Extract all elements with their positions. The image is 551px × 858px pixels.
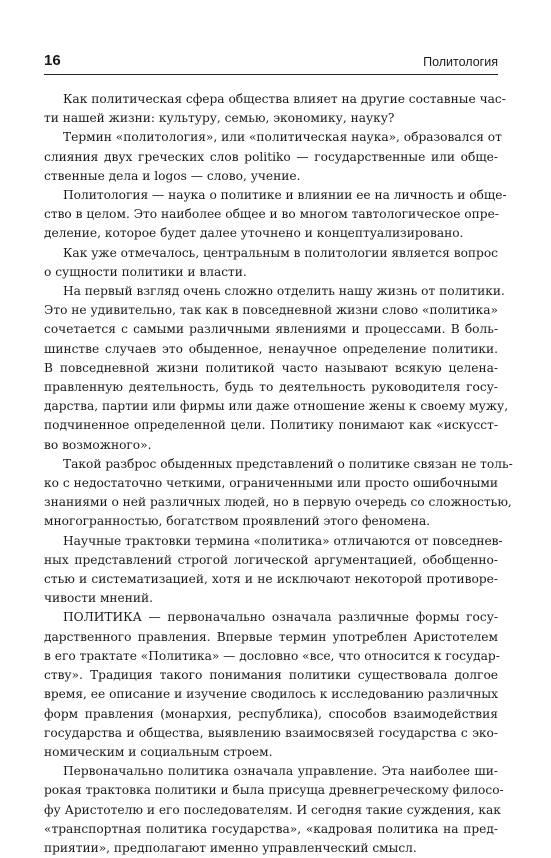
text-line: Политология — наука о политике и влиянии ее на личность и обще- bbox=[63, 188, 507, 203]
text-line: в его трактате «Политика» — дословно «все, что относится к государ- bbox=[44, 648, 500, 663]
text-line: В повседневной жизни политикой часто называют всякую целена- bbox=[44, 360, 498, 375]
text-line: ных представлений строгой логической аргументацией, обобщенно- bbox=[44, 552, 498, 567]
paragraph bbox=[44, 90, 506, 128]
paragraph bbox=[44, 762, 504, 858]
text-line: Научные трактовки термина «политика» отличаются от повседнев- bbox=[63, 533, 503, 548]
text-line: ти нашей жизни: культуру, семью, экономику, науку? bbox=[44, 111, 395, 126]
text-line: шинстве случаев это обыденное, ненаучное определение политики. bbox=[44, 341, 498, 356]
page-number: 16 bbox=[44, 52, 61, 69]
body-text bbox=[44, 90, 513, 858]
paragraph bbox=[44, 532, 503, 609]
text-line: Такой разброс обыденных представлений о политике связан не толь- bbox=[63, 456, 513, 471]
text-line: фу Аристотелю и его последователям. И сегодня такие суждения, как bbox=[44, 802, 501, 817]
text-line: о сущности политики и власти. bbox=[44, 264, 247, 279]
text-line: ственные дела и logos — слово, учение. bbox=[44, 168, 301, 183]
running-title: Политология bbox=[423, 55, 498, 69]
text-line: ПОЛИТИКА — первоначально означала различные формы госу- bbox=[63, 610, 498, 625]
text-line: стью и систематизацией, хотя и не исключают некоторой противоре- bbox=[44, 572, 498, 587]
paragraph bbox=[44, 608, 498, 762]
text-line: форм правления (монархия, республика), способов взаимодействия bbox=[44, 706, 498, 721]
text-line: слияния двух греческих слов politiko — государственные или обще- bbox=[44, 149, 498, 164]
text-line: деление, которое будет далее уточнено и концептуализировано. bbox=[44, 226, 464, 241]
text-line: номическим и социальным строем. bbox=[44, 744, 273, 759]
text-line: дарственного правления. Впервые термин употреблен Аристотелем bbox=[44, 629, 498, 644]
text-line: чивости мнений. bbox=[44, 591, 154, 606]
text-line: правленную деятельность, будь то деятельность руководителя госу- bbox=[44, 380, 498, 395]
text-line: «транспортная политика государства», «кадровая политика на пред- bbox=[44, 821, 498, 836]
page-header bbox=[44, 52, 498, 75]
text-line: Термин «политология», или «политическая наука», образовался от bbox=[63, 130, 502, 145]
text-line: во возможного». bbox=[44, 437, 152, 452]
paragraph bbox=[44, 282, 509, 455]
text-line: ству». Традиция такого понимания политики существовала долгое bbox=[44, 668, 498, 683]
text-line: Как уже отмечалось, центральным в политологии является вопрос bbox=[63, 245, 498, 260]
text-line: Первоначально политика означала управление. Эта наиболее ши- bbox=[63, 764, 498, 779]
text-line: дарства, партии или фирмы или даже отношение жены к своему мужу, bbox=[44, 399, 509, 414]
text-line: Это не удивительно, так как в повседневной жизни слово «политика» bbox=[44, 303, 499, 318]
text-line: сочетается с самыми различными явлениями и процессами. В боль- bbox=[44, 322, 498, 337]
text-line: знаниями о ней различных людей, но в первую очередь со сложностью, bbox=[44, 495, 512, 510]
text-line: время, ее описание и изучение сводилось к исследованию различных bbox=[44, 687, 498, 702]
text-line: На первый взгляд очень сложно отделить нашу жизнь от политики. bbox=[63, 284, 505, 299]
paragraph bbox=[44, 244, 498, 282]
text-line: подчиненное определенной цели. Политику понимают как «искусст- bbox=[44, 418, 498, 433]
paragraph bbox=[44, 128, 502, 186]
text-line: приятии», предполагают именно управленческий смысл. bbox=[44, 840, 417, 855]
text-line: ство в целом. Это наиболее общее и во многом тавтологическое опре- bbox=[44, 207, 499, 222]
text-line: государства и общества, выявлению взаимосвязей государства с эко- bbox=[44, 725, 498, 740]
paragraph bbox=[44, 186, 507, 244]
text-line: Как политическая сфера общества влияет на другие составные час- bbox=[63, 92, 506, 106]
text-line: ко с недостаточно четкими, ограниченными или просто ошибочными bbox=[44, 476, 498, 491]
text-line: рокая трактовка политики и была присуща древнегреческому филосо- bbox=[44, 783, 504, 798]
text-line: многогранностью, богатством проявлений этого феномена. bbox=[44, 514, 431, 529]
paragraph bbox=[44, 455, 513, 532]
